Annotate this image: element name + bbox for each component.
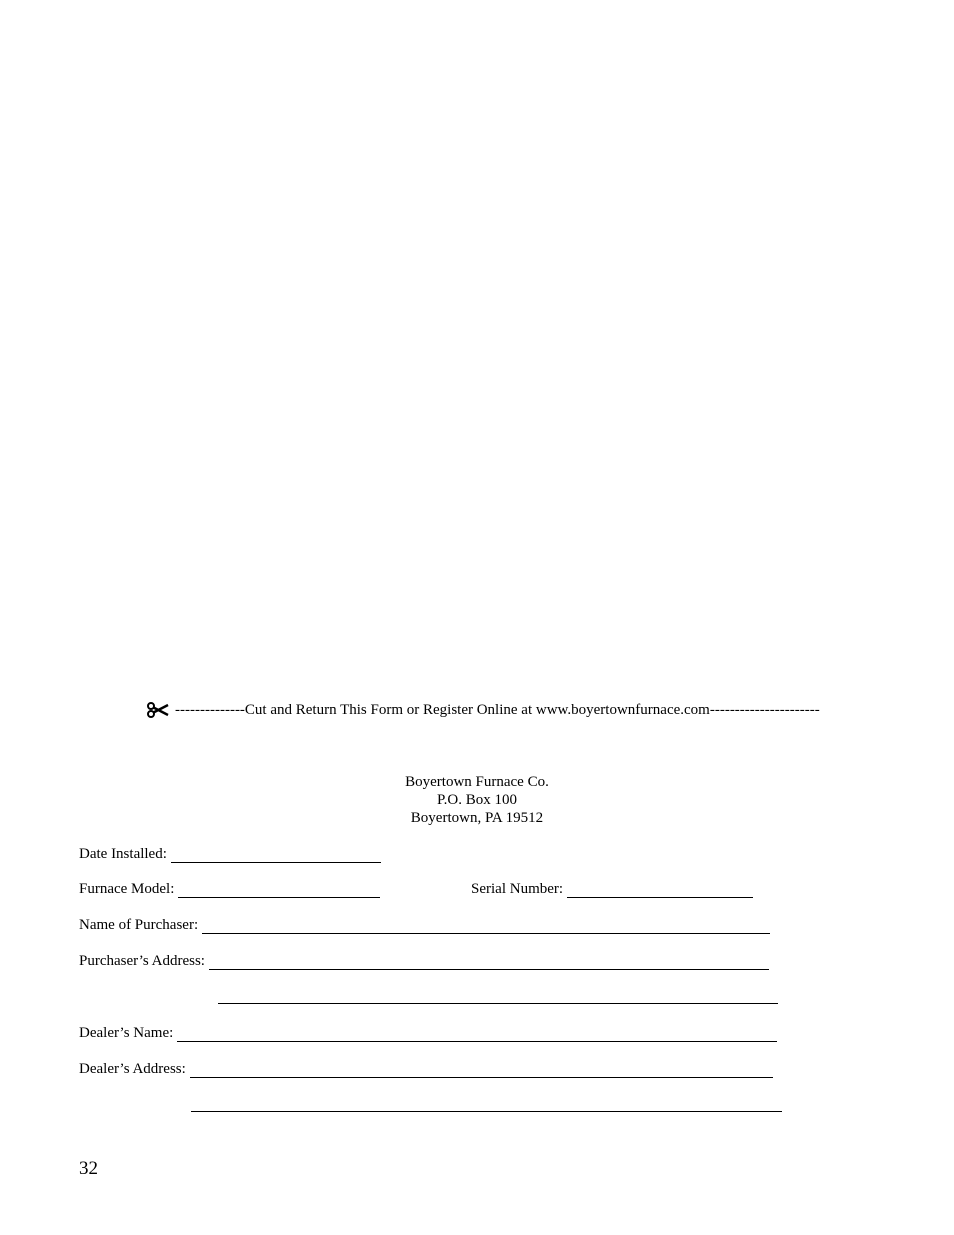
dealer-address-input[interactable] <box>190 1063 773 1078</box>
date-installed-field <box>79 845 381 863</box>
mailing-address <box>0 773 954 827</box>
serial-number-input[interactable] <box>567 883 753 898</box>
purchaser-name-field <box>79 916 770 934</box>
date-installed-label: Date Installed: <box>79 846 167 862</box>
dealer-address-field <box>79 1060 773 1078</box>
furnace-model-label: Furnace Model: <box>79 881 175 897</box>
cut-line <box>147 701 848 719</box>
date-installed-input[interactable] <box>171 848 381 863</box>
serial-number-label: Serial Number: <box>471 881 564 897</box>
purchaser-name-label: Name of Purchaser: <box>79 917 199 933</box>
scissors-icon <box>147 702 169 718</box>
purchaser-name-input[interactable] <box>202 919 770 934</box>
company-name: Boyertown Furnace Co. <box>405 774 549 790</box>
purchaser-address-label: Purchaser’s Address: <box>79 953 205 969</box>
dealer-name-label: Dealer’s Name: <box>79 1025 174 1041</box>
dealer-address-label: Dealer’s Address: <box>79 1061 186 1077</box>
dealer-name-field <box>79 1024 777 1042</box>
dealer-name-input[interactable] <box>177 1027 777 1042</box>
purchaser-address-line-2[interactable] <box>218 1003 778 1004</box>
furnace-model-input[interactable] <box>178 883 380 898</box>
purchaser-address-field <box>79 952 769 970</box>
dealer-address-line-2[interactable] <box>191 1111 782 1112</box>
po-box: P.O. Box 100 <box>436 792 518 808</box>
page-number: 32 <box>79 1158 98 1179</box>
city-state-zip: Boyertown, PA 19512 <box>410 810 544 826</box>
furnace-model-field <box>79 880 380 898</box>
cut-line-text: --------------Cut and Return This Form or Register Online at www.boyertownfurnace.com---------------------- <box>175 702 820 718</box>
purchaser-address-input[interactable] <box>209 955 769 970</box>
serial-number-field <box>471 880 753 898</box>
